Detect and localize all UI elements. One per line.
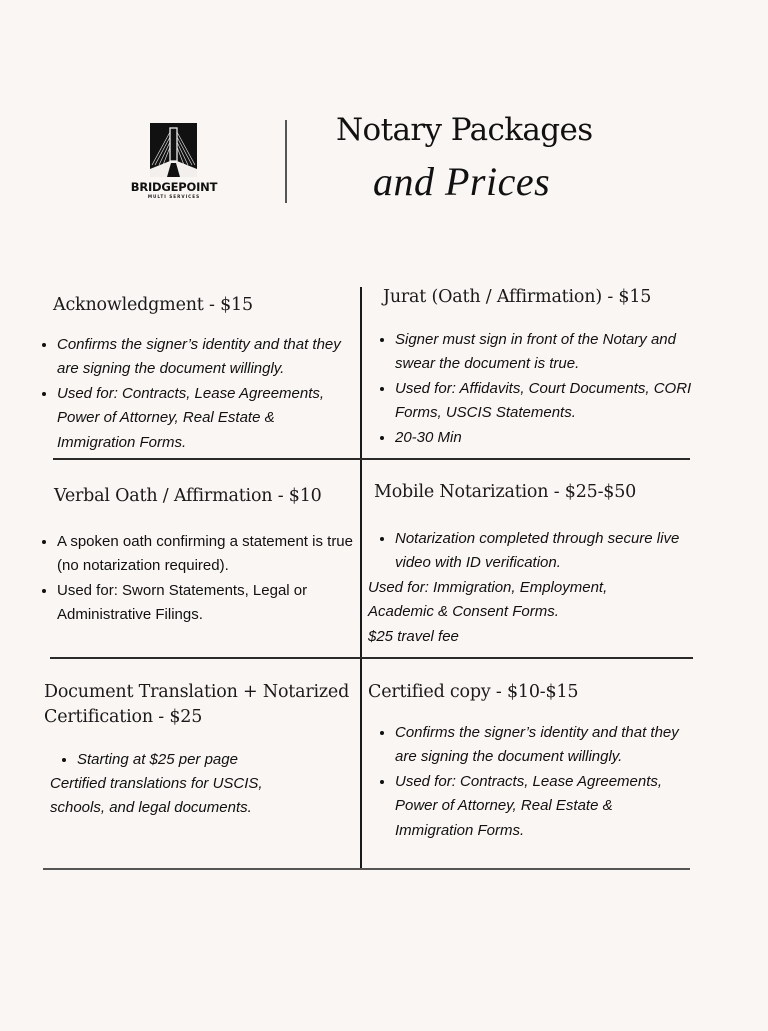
brand-subtitle: MULTI SERVICES [147, 194, 201, 199]
bullet-icon [380, 780, 384, 784]
package-details-verbal-oath [57, 530, 357, 628]
bullet-icon [42, 392, 46, 396]
package-notes-mobile-notarization [368, 576, 688, 649]
bullet-item: Signer must sign in front of the Notary and swear the document is true. [395, 328, 715, 377]
package-details-mobile-notarization [395, 527, 685, 576]
grid-row-divider-3 [43, 868, 690, 870]
note-line: $25 travel fee [368, 627, 459, 645]
bullet-icon [380, 338, 384, 342]
bullet-item: Confirms the signer’s identity and that they are signing the document willingly. [395, 721, 695, 770]
note-line: Used for: Immigration, Employment, [368, 579, 608, 596]
grid-row-divider-2 [50, 657, 693, 659]
title-line: Certification - $25 [44, 707, 203, 727]
note-line: Academic & Consent Forms. [368, 603, 559, 621]
title-line: Document Translation + Notarized [44, 682, 350, 702]
brand-name: BRIDGEPOINT [130, 180, 218, 194]
package-notes-document-translation [50, 772, 350, 821]
bullet-item: Starting at $25 per page [77, 748, 337, 772]
grid-vertical-divider [360, 287, 362, 870]
bullet-item: Confirms the signer’s identity and that they are signing the document willingly. [57, 333, 357, 382]
package-details-document-translation [77, 748, 337, 772]
bullet-item: Notarization completed through secure live video with ID verification. [395, 527, 685, 576]
bullet-item: Used for: Sworn Statements, Legal or Administrative Filings. [57, 579, 357, 628]
package-title-document-translation [44, 680, 349, 730]
bullet-item: Used for: Contracts, Lease Agreements, Power of Attorney, Real Estate & Immigration Forms. [57, 382, 357, 455]
bullet-icon [42, 343, 46, 347]
bullet-icon [380, 731, 384, 735]
bullet-icon [380, 436, 384, 440]
bullet-item: 20-30 Min [395, 426, 715, 450]
bullet-icon [380, 387, 384, 391]
note-line: schools, and legal documents. [50, 799, 252, 817]
bullet-item: A spoken oath confirming a statement is true (no notarization required). [57, 530, 357, 579]
bullet-item: Used for: Affidavits, Court Documents, CORI Forms, USCIS Statements. [395, 377, 715, 426]
package-title-acknowledgment: Acknowledgment - $15 [53, 295, 253, 315]
package-title-verbal-oath: Verbal Oath / Affirmation - $10 [54, 486, 322, 506]
package-title-certified-copy: Certified copy - $10-$15 [368, 682, 579, 702]
package-details-acknowledgment [57, 333, 357, 455]
grid-row-divider-1 [53, 458, 690, 460]
bullet-icon [62, 758, 66, 762]
package-details-certified-copy [395, 721, 695, 843]
note-line: Certified translations for USCIS, [50, 775, 263, 792]
package-details-jurat [395, 328, 715, 450]
package-title-jurat: Jurat (Oath / Affirmation) - $15 [383, 287, 652, 307]
package-title-mobile-notarization: Mobile Notarization - $25-$50 [374, 482, 637, 502]
bullet-item: Used for: Contracts, Lease Agreements, Power of Attorney, Real Estate & Immigration Forms. [395, 770, 695, 843]
bullet-icon [380, 537, 384, 541]
page-title: Notary Packages [336, 112, 593, 148]
page-title-script: and Prices [373, 159, 551, 204]
bullet-icon [42, 589, 46, 593]
header-divider [285, 120, 287, 203]
bullet-icon [42, 540, 46, 544]
bridge-logo-icon [150, 123, 197, 177]
